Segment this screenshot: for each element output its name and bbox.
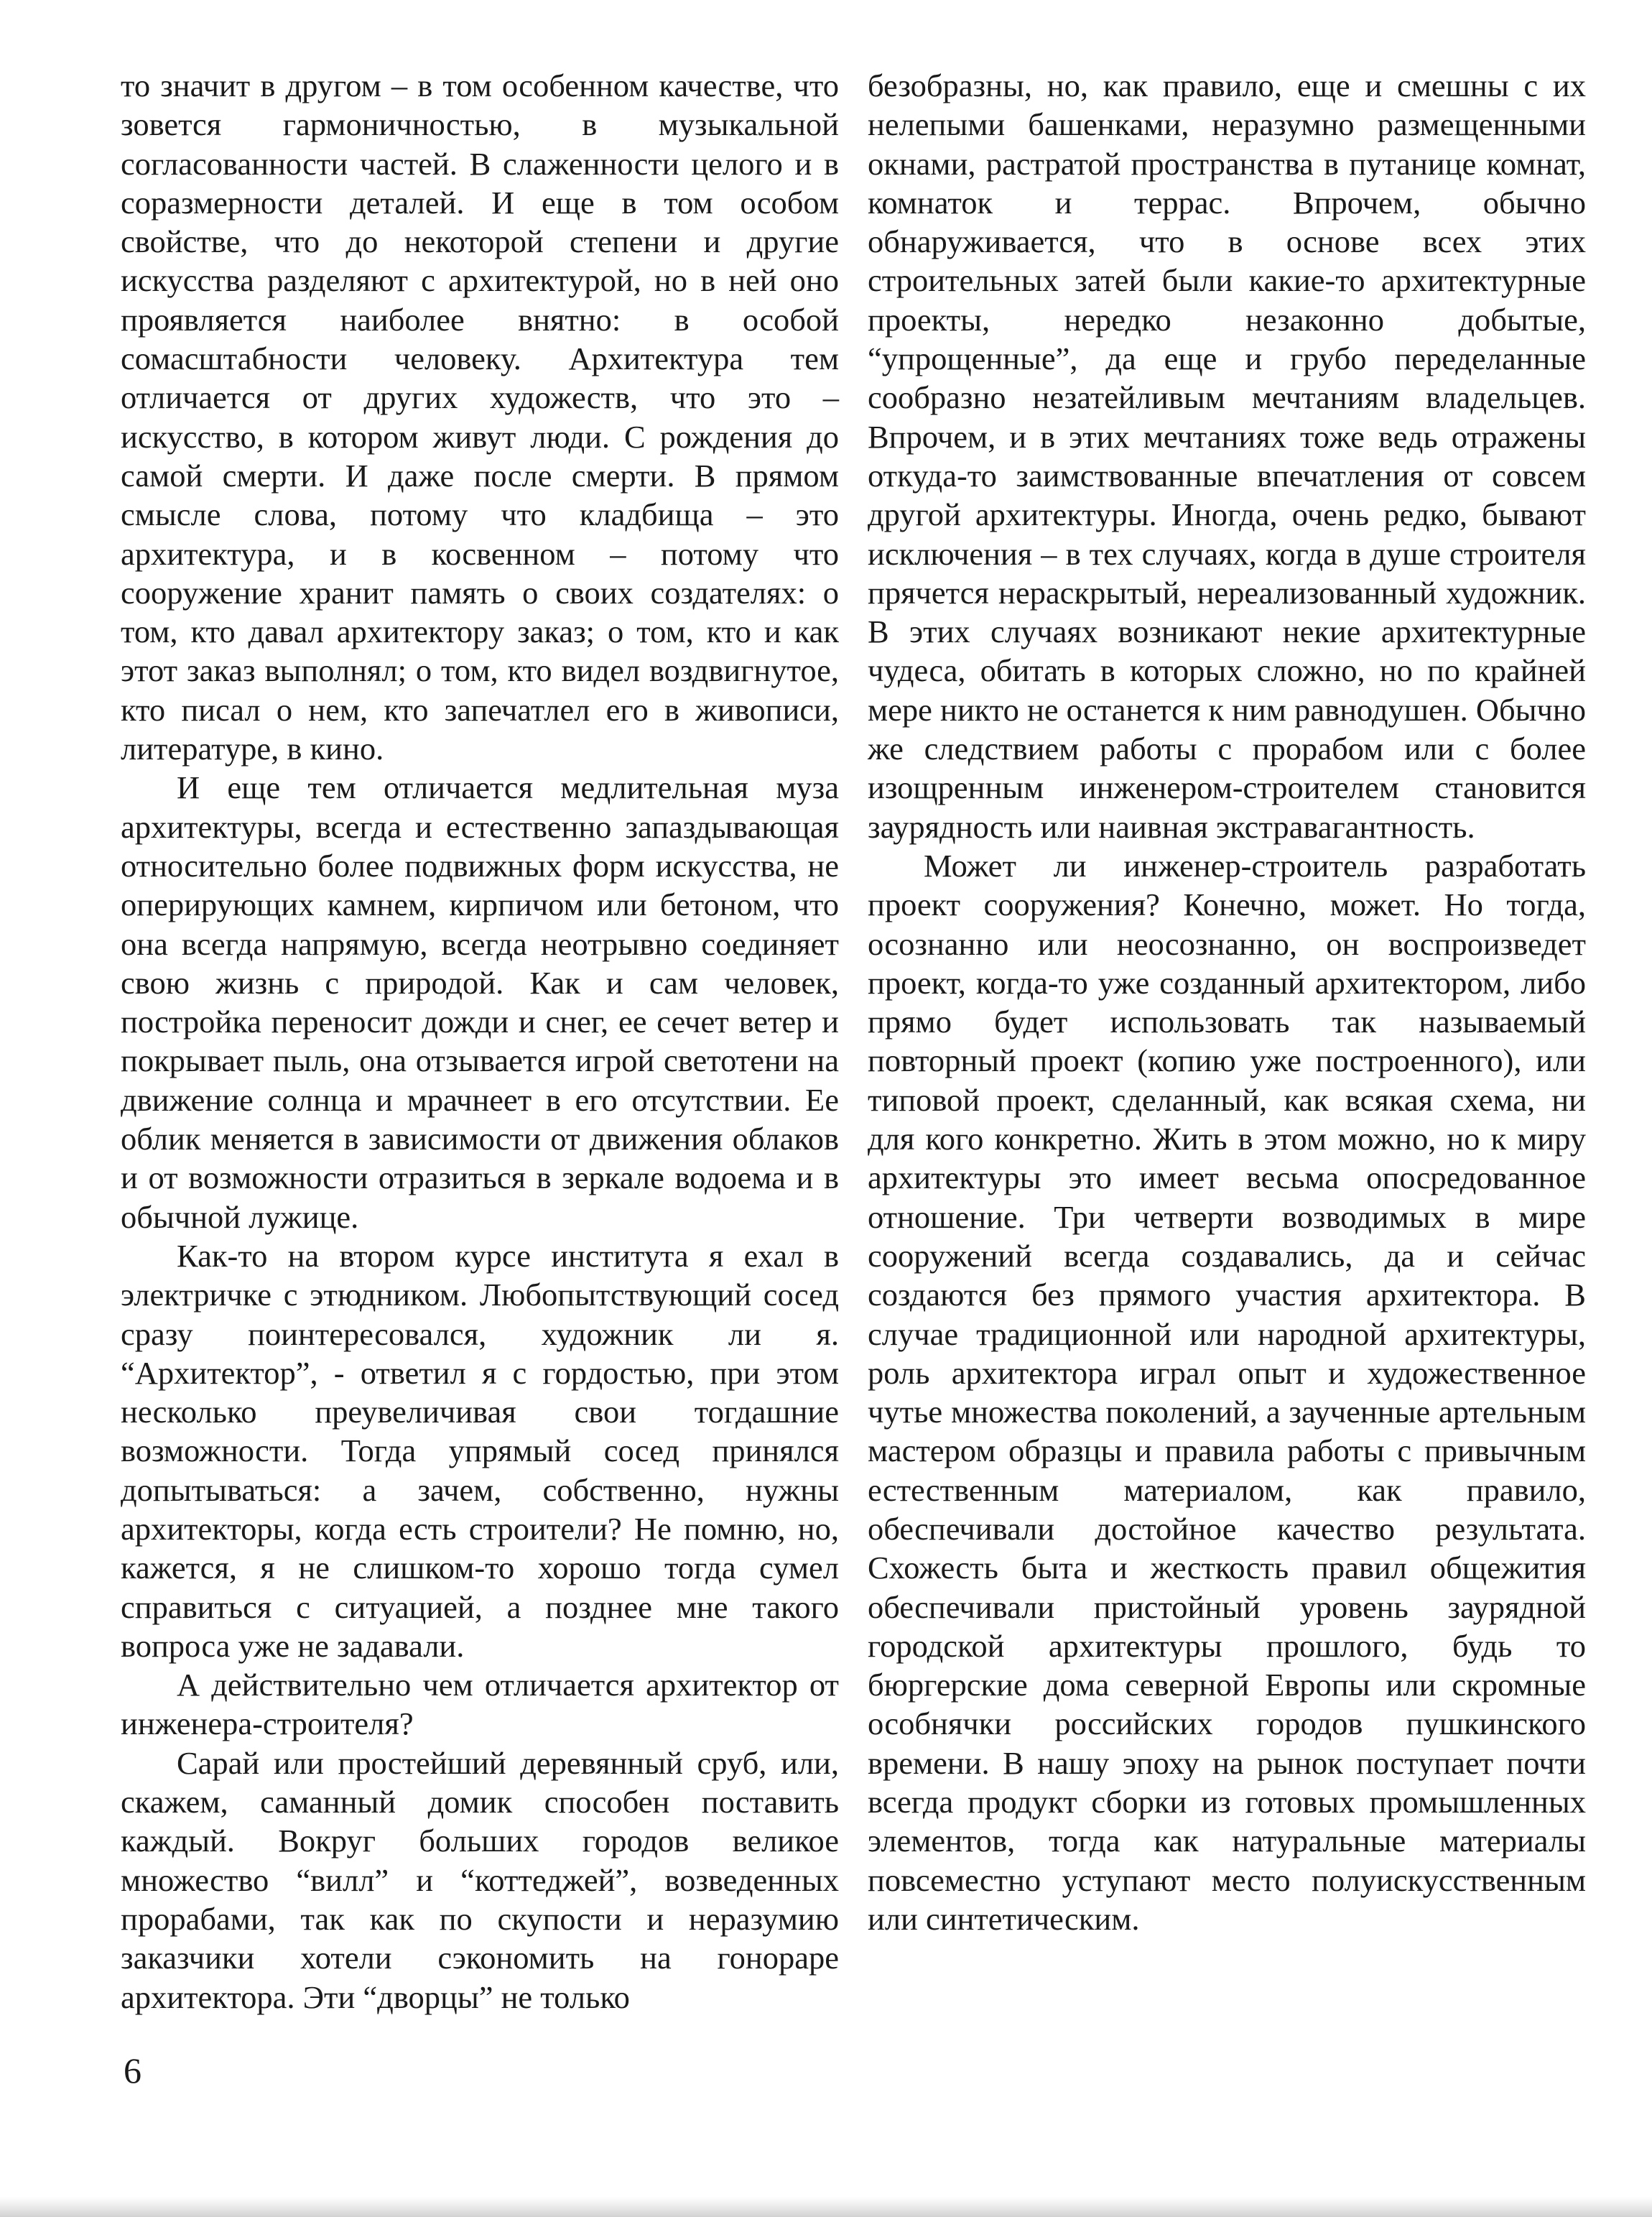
paragraph: то значит в другом – в том особенном качестве, что зовется гармоничностью, в музыкальной согласованности частей. В слаженности целого и в соразмерности деталей. И еще в том особом свойстве, что до некоторой степени и другие искусства разделяют с архитектурой, но в ней оно проявляется наиболее внятно: в особой сомасштабности человеку. Архитектура тем отличается от других художеств, что это – искусство, в котором живут люди. С рождения до самой смерти. И даже после смерти. В прямом смысле слова, потому что кладбища – это архитектура, и в косвенном – потому что сооружение хранит память о своих создателях: о том, кто давал архитектору заказ; о том, кто и как этот заказ выполнял; о том, кто видел воздвигнутое, кто писал о нем, кто запечатлел его в живописи, литературе, в кино. <box>121 68 839 767</box>
paragraph: А действительно чем отличается архитектор от инженера-строителя? <box>121 1667 839 1742</box>
text-column-left <box>121 66 839 2017</box>
paragraph: Может ли инженер-строитель разработать проект сооружения? Конечно, может. Но тогда, осознанно или неосознанно, он воспроизведет проект, когда-то уже созданный архитектором, либо прямо будет использовать так называемый повторный проект (копию уже построенного), или типовой проект, сделанный, как всякая схема, ни для кого конкретно. Жить в этом можно, но к миру архитектуры это имеет весьма опосредованное отношение. Три четверти возводимых в мире сооружений всегда создавались, да и сейчас создаются без прямого участия архитектора. В случае традиционной или народной архитектуры, роль архитектора играл опыт и художественное чутье множества поколений, а заученные артельным мастером образцы и правила работы с привычным естественным материалом, как правило, обеспечивали достойное качество результата. Схожесть быта и жесткость правил общежития обеспечивали пристойный уровень заурядной городской архитектуры прошлого, будь то бюргерские дома северной Европы или скромные особнячки российских городов пушкинского времени. В нашу эпоху на рынок поступает почти всегда продукт сборки из готовых промышленных элементов, тогда как натуральные материалы повсеместно уступают место полуискусственным или синтетическим. <box>868 847 1586 1937</box>
scan-edge-shadow <box>0 2197 1652 2217</box>
paragraph: Как-то на втором курсе института я ехал в электричке с этюдником. Любопытствующий сосед сразу поинтересовался, художник ли я. “Архитектор”, - ответил я с гордостью, при этом несколько преувеличивая свои тогдашние возможности. Тогда упрямый сосед принялся допытываться: а зачем, собственно, нужны архитекторы, когда есть строители? Не помню, но, кажется, я не слишком-то хорошо тогда сумел справиться с ситуацией, а позднее мне такого вопроса уже не задавали. <box>121 1237 839 1664</box>
text-column-right <box>868 66 1586 1938</box>
paragraph: И еще тем отличается медлительная муза архитектуры, всегда и естественно запаздывающая относительно более подвижных форм искусства, не оперирующих камнем, кирпичом или бетоном, что она всегда напрямую, всегда неотрывно соединяет свою жизнь с природой. Как и сам человек, постройка переносит дожди и снег, ее сечет ветер и покрывает пыль, она отзывается игрой светотени на движение солнца и мрачнеет в его отсутствии. Ее облик меняется в зависимости от движения облаков и от возможности отразиться в зеркале водоема и в обычной лужице. <box>121 769 839 1235</box>
page-number: 6 <box>124 2050 141 2091</box>
paragraph: безобразны, но, как правило, еще и смешны с их нелепыми башенками, неразумно размещенными окнами, растратой пространства в путанице комнат, комнаток и террас. Впрочем, обычно обнаруживается, что в основе всех этих строительных затей были какие-то архитектурные проекты, нередко незаконно добытые, “упрощенные”, да еще и грубо переделанные сообразно незатейливым мечтаниям владельцев. Впрочем, и в этих мечтаниях тоже ведь отражены откуда-то заимствованные впечатления от совсем другой архитектуры. Иногда, очень редко, бывают исключения – в тех случаях, когда в душе строителя прячется нераскрытый, нереализованный художник. В этих случаях возникают некие архитектурные чудеса, обитать в которых сложно, но по крайней мере никто не останется к ним равнодушен. Обычно же следствием работы с прорабом или с более изощренным инженером-строителем становится заурядность или наивная экстравагантность. <box>868 68 1586 845</box>
paragraph: Сарай или простейший деревянный сруб, или, скажем, саманный домик способен поставить каждый. Вокруг больших городов великое множество “вилл” и “коттеджей”, возведенных прорабами, так как по скупости и неразумию заказчики хотели сэкономить на гонораре архитектора. Эти “дворцы” не только <box>121 1744 839 2015</box>
